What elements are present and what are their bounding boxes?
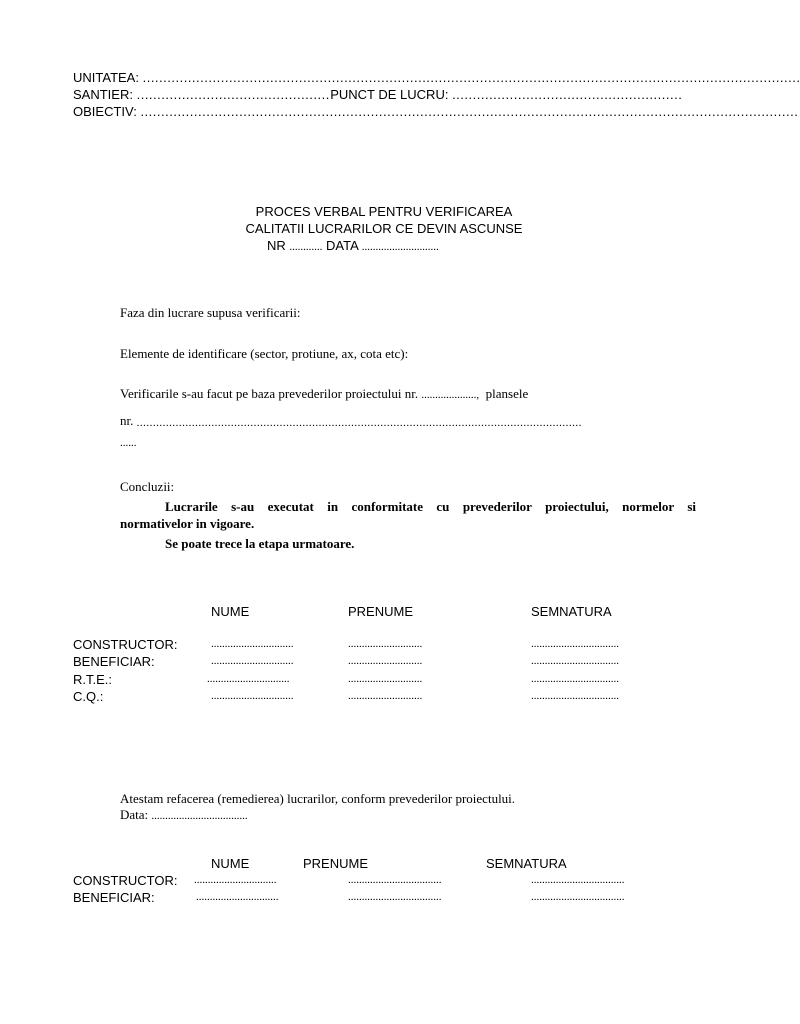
elemente-text: Elemente de identificare (sector, protiune, ax, cota etc): <box>120 346 409 361</box>
row-label-beneficiar: BENEFICIAR: <box>73 654 155 669</box>
row-label-cq: C.Q.: <box>73 689 104 704</box>
plansele-nr-field-cont[interactable]: ...... <box>120 437 137 449</box>
punct-label: PUNCT DE LUCRU: <box>330 87 449 102</box>
semnatura-field[interactable]: .................................. <box>531 874 625 886</box>
proiect-nr-field[interactable]: ...................., <box>421 389 480 401</box>
prenume-field[interactable]: .................................. <box>348 891 442 903</box>
atestare-data-label: Data: <box>120 807 149 822</box>
faza-text: Faza din lucrare supusa verificarii: <box>120 305 301 320</box>
row-label-constructor: CONSTRUCTOR: <box>73 637 178 652</box>
prenume-field[interactable]: ........................... <box>348 638 423 650</box>
table1-header-prenume: PRENUME <box>348 604 414 619</box>
prenume-field[interactable]: ........................... <box>348 655 423 667</box>
prenume-field[interactable]: ........................... <box>348 690 423 702</box>
santier-line <box>73 87 683 102</box>
atestare-data-line <box>120 807 248 823</box>
concluzii-label: Concluzii: <box>120 479 175 494</box>
punct-field[interactable]: ........................................................ <box>452 87 683 102</box>
title-line-2: CALITATII LUCRARILOR CE DEVIN ASCUNSE <box>245 221 523 236</box>
plansele-nr-field[interactable]: ......................................................................................................................................... <box>136 417 582 429</box>
semnatura-field[interactable]: ................................ <box>531 673 619 685</box>
plansele-nr-label: nr. <box>120 413 134 428</box>
table1-header-nume: NUME <box>211 604 250 619</box>
atestare-data-field[interactable]: ................................... <box>151 810 248 822</box>
nr-label: NR <box>267 238 286 253</box>
semnatura-field[interactable]: ................................ <box>531 690 619 702</box>
nr-data-line <box>267 238 439 253</box>
semnatura-field[interactable]: .................................. <box>531 891 625 903</box>
verificari-line <box>120 386 528 402</box>
verificari-text: Verificarile s-au facut pe baza prevederilor proiectului nr. <box>120 386 419 401</box>
conclusion-text-line-2: normativelor in vigoare. <box>120 516 255 531</box>
nume-field[interactable]: .............................. <box>211 690 294 702</box>
nume-field[interactable]: .............................. <box>207 673 290 685</box>
plansele-text: plansele <box>485 386 529 401</box>
santier-label: SANTIER: <box>73 87 133 102</box>
obiectiv-field[interactable]: ................................................................................................................................................................ <box>140 104 799 119</box>
data-field[interactable]: ............................ <box>361 241 439 253</box>
semnatura-field[interactable]: ................................ <box>531 638 619 650</box>
table1-header-semnatura: SEMNATURA <box>531 604 612 619</box>
nume-field[interactable]: .............................. <box>211 638 294 650</box>
conclusion-next-stage: Se poate trece la etapa urmatoare. <box>165 536 355 551</box>
row-label-constructor: CONSTRUCTOR: <box>73 873 178 888</box>
plansele-nr-line <box>120 413 687 429</box>
row-label-beneficiar: BENEFICIAR: <box>73 890 155 905</box>
unitatea-line <box>73 70 800 85</box>
prenume-field[interactable]: .................................. <box>348 874 442 886</box>
data-label: DATA <box>326 238 359 253</box>
obiectiv-label: OBIECTIV: <box>73 104 137 119</box>
santier-field[interactable]: ............................................... <box>136 87 330 102</box>
obiectiv-line <box>73 104 799 119</box>
row-label-rte: R.T.E.: <box>73 672 113 687</box>
table2-header-prenume: PRENUME <box>303 856 369 871</box>
title-line-1: PROCES VERBAL PENTRU VERIFICAREA <box>255 204 513 219</box>
prenume-field[interactable]: ........................... <box>348 673 423 685</box>
unitatea-label: UNITATEA: <box>73 70 139 85</box>
unitatea-field[interactable]: ................................................................................................................................................................ <box>142 70 800 85</box>
nume-field[interactable]: .............................. <box>194 874 277 886</box>
semnatura-field[interactable]: ................................ <box>531 655 619 667</box>
nume-field[interactable]: .............................. <box>211 655 294 667</box>
atestare-text: Atestam refacerea (remedierea) lucrarilor, conform prevederilor proiectului. <box>120 791 516 806</box>
nume-field[interactable]: .............................. <box>196 891 279 903</box>
table2-header-nume: NUME <box>211 856 250 871</box>
table2-header-semnatura: SEMNATURA <box>486 856 567 871</box>
nr-field[interactable]: ............ <box>289 241 323 253</box>
conclusion-text-line-1: Lucrarile s-au executat in conformitate cu prevederilor proiectului, normelor si <box>165 499 696 514</box>
